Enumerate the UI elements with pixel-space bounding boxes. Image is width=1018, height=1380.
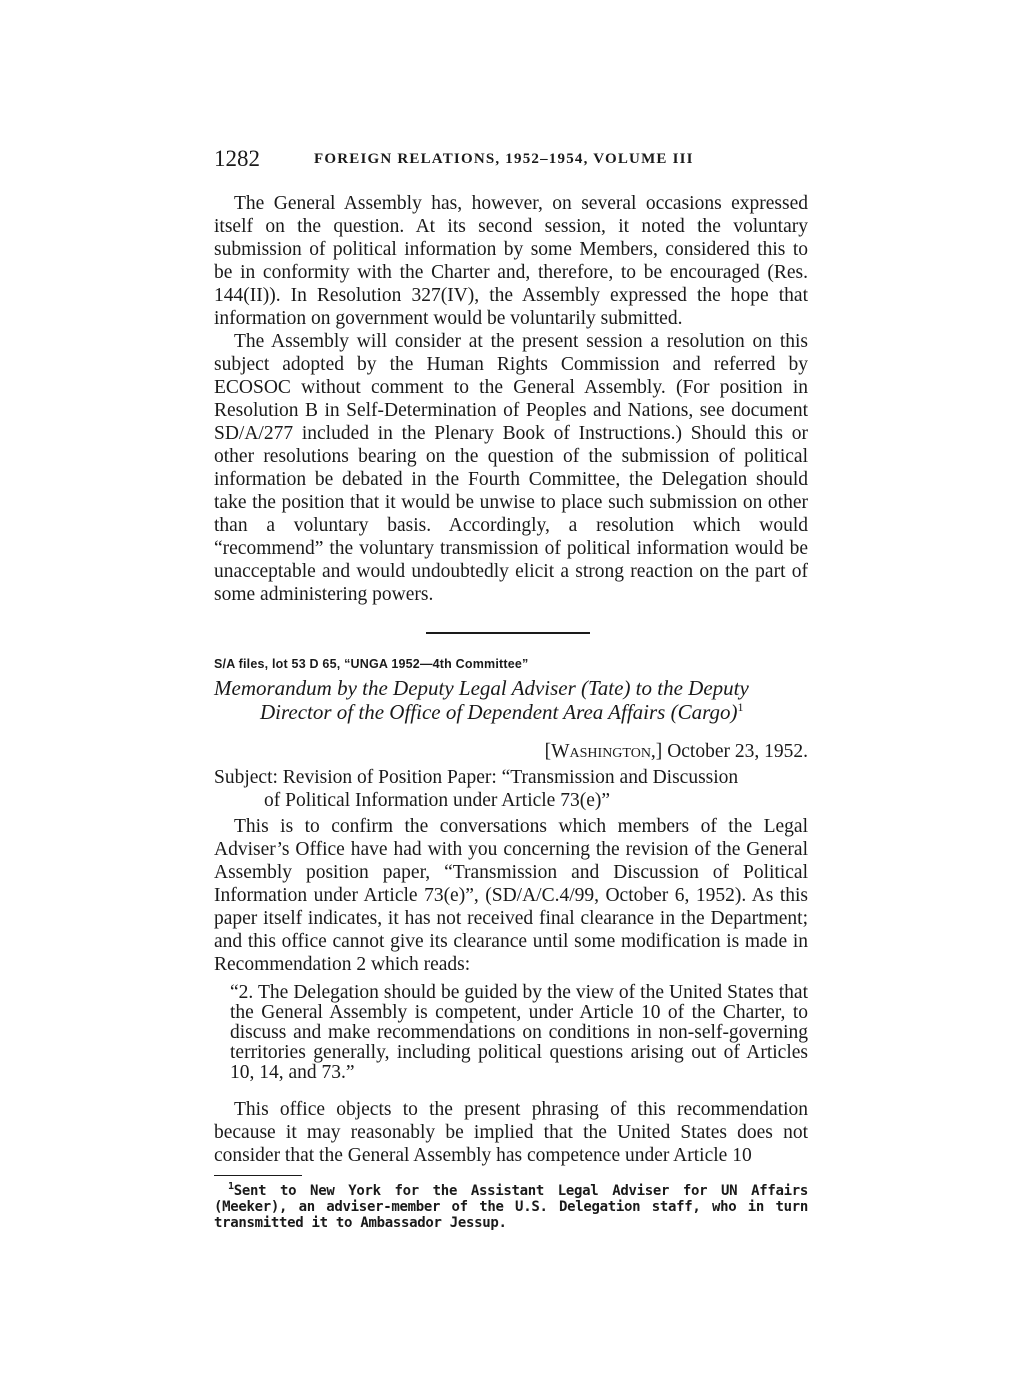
footnote [214, 1183, 808, 1231]
footnote-text-line [214, 1183, 808, 1231]
subject-label: Subject: [214, 767, 278, 788]
subject-text-2: of Political Information under Article 73(e)” [264, 790, 611, 811]
body-paragraph-3 [214, 815, 808, 976]
footnote-divider [214, 1175, 302, 1176]
section-divider [426, 632, 590, 634]
body-paragraph-1 [214, 192, 808, 330]
block-quote [230, 983, 808, 1083]
subject-line [214, 766, 808, 812]
subject-text-1: Revision of Position Paper: “Transmission and Discussion [282, 767, 739, 788]
subject-line-1 [214, 766, 808, 789]
footnote-reference[interactable]: 1 [737, 700, 744, 714]
dateline-place: [Washington,] [544, 741, 663, 762]
document-title [214, 676, 808, 724]
dateline [545, 741, 808, 763]
document-title-line-1: Memorandum by the Deputy Legal Adviser (Tate) to the Deputy [214, 676, 749, 700]
paragraph-text: The General Assembly has, however, on several occasions expressed itself on the question. At its second session, it noted the voluntary submission of political information by some Members, considered this to be in conformity with the Charter and, therefore, to be encouraged (Res. 144(II)). In Resolution 327(IV), the Assembly expressed the hope that information on government would be voluntarily submitted. [214, 193, 808, 329]
page-number: 1282 [214, 146, 260, 171]
footnote-text: Sent to New York for the Assistant Legal Adviser for UN Affairs (Meeker), an adviser-member of the U.S. Delegation staff, who in turn transmitted it to Ambassador Jessup. [214, 1183, 808, 1231]
document-title-line-2 [214, 700, 808, 724]
paragraph-text: This office objects to the present phrasing of this recommendation because it may reasonably be implied that the United States does not consider that the General Assembly has competence under Article 10 [214, 1099, 808, 1166]
paragraph-text: This is to confirm the conversations which members of the Legal Adviser’s Office have had with you concerning the revision of the General Assembly position paper, “Transmission and Discussion of Political Information under Article 73(e)”, (SD/A/C.4/99, October 6, 1952). As this paper itself indicates, it has not received final clearance in the Department; and this office cannot give its clearance until some modification is made in Recommendation 2 which reads: [214, 816, 808, 975]
paragraph-text: The Assembly will consider at the present session a resolution on this subject adopted by the Human Rights Commission and referred by ECOSOC without comment to the General Assembly. (For position in Resolution B in Self-Determination of Peoples and Nations, see document SD/A/277 included in the Plenary Book of Instructions.) Should this or other resolutions bearing on the question of the submission of political information be debated in the Fourth Committee, the Delegation should take the position that it would be unwise to place such submission on other than a voluntary basis. Accordingly, a resolution which would “recommend” the voluntary transmission of political information would be unacceptable and would undoubtedly elicit a strong reaction on the part of some administering powers. [214, 331, 808, 605]
running-head: FOREIGN RELATIONS, 1952–1954, VOLUME III [314, 151, 694, 167]
footnote-marker: 1 [228, 1181, 234, 1192]
dateline-date: October 23, 1952. [667, 741, 808, 762]
document-title-line-2-text: Director of the Office of Dependent Area Affairs (Cargo) [260, 700, 738, 724]
page-header [214, 146, 814, 176]
body-paragraph-2 [214, 330, 808, 606]
source-citation: S/A files, lot 53 D 65, “UNGA 1952—4th Committee” [214, 657, 529, 671]
quote-text: “2. The Delegation should be guided by the view of the United States that the General Assembly is competent, under Article 10 of the Charter, to discuss and make recommendations on conditions in non-self-governing territories generally, including political questions arising out of Articles 10, 14, and 73.” [230, 982, 808, 1083]
body-paragraph-4 [214, 1098, 808, 1167]
